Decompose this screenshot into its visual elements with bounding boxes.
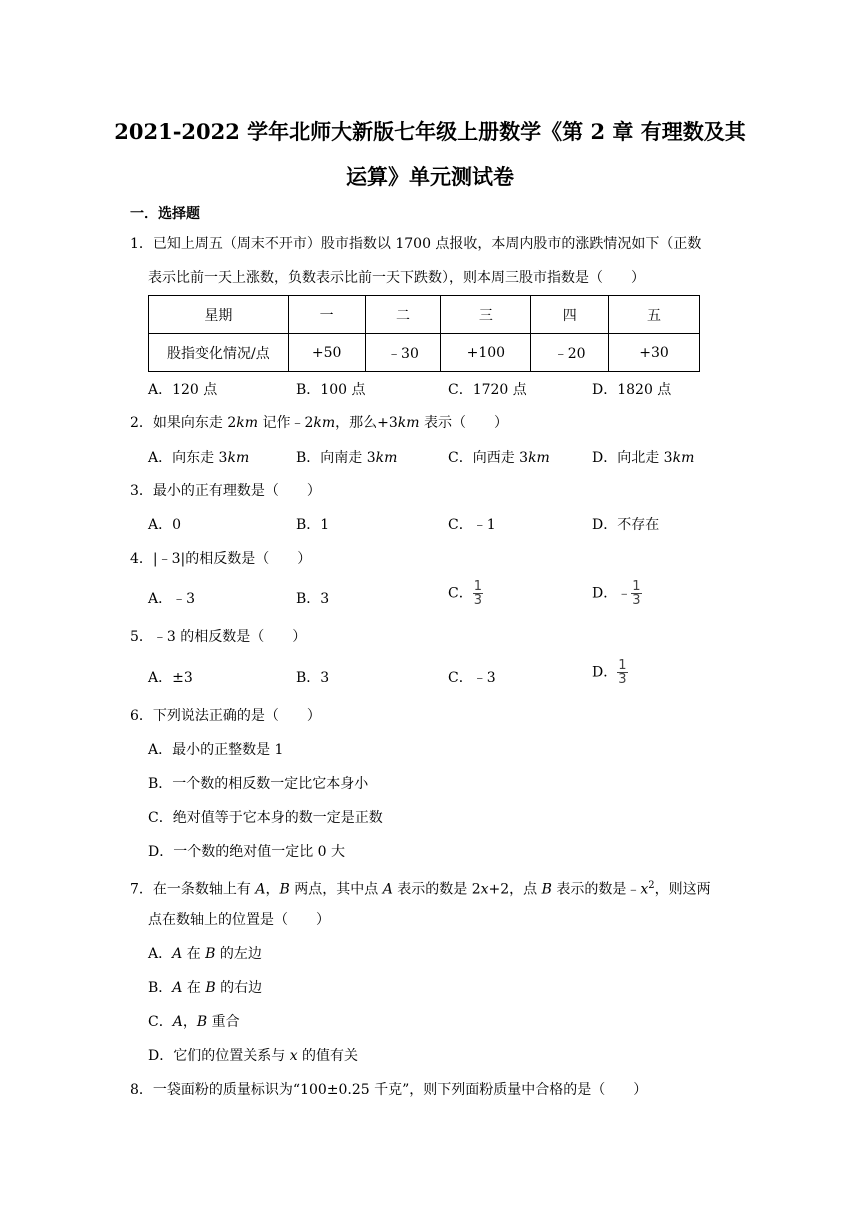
table-cell: 二 [365, 296, 441, 334]
question-3-option-d: D．不存在 [592, 517, 660, 533]
question-2-text: 2．如果向东走 2km 记作﹣2km，那么+3km 表示（ ） [130, 415, 509, 431]
question-7-option-a: A．A 在 B 的左边 [148, 946, 262, 962]
table-cell: +100 [441, 334, 531, 372]
question-7-line-1: 7．在一条数轴上有 A，B 两点，其中点 A 表示的数是 2x+2，点 B 表示的数是$﹣x^2$，则这两 [130, 880, 711, 898]
table-cell: +50 [288, 334, 365, 372]
table-cell: 股指变化情况/点 [149, 334, 289, 372]
question-4-option-b: B．3 [296, 591, 330, 607]
question-6-option-c: C．绝对值等于它本身的数一定是正数 [148, 810, 383, 826]
question-4-option-a: A．﹣3 [148, 591, 196, 607]
question-1-option-d: D．1820 点 [592, 382, 672, 398]
question-2-option-a: A．向东走 3km [148, 450, 250, 466]
section-heading: 一．选择题 [130, 206, 200, 222]
page-title-line-1: 2021-2022 学年北师大新版七年级上册数学《第 2 章 有理数及其 [114, 119, 746, 144]
question-1-option-c: C．1720 点 [448, 382, 527, 398]
question-3-option-c: C．﹣1 [448, 517, 496, 533]
table-cell: 五 [609, 296, 700, 334]
table-cell: +30 [609, 334, 700, 372]
fraction: $\frac{1}{3}$ [618, 658, 627, 687]
table-cell: 一 [288, 296, 365, 334]
question-4-option-d: D．﹣ $\frac{1}{3}$ [592, 579, 641, 608]
question-1-option-a: A．120 点 [148, 382, 218, 398]
question-7-option-c: C．A，B 重合 [148, 1014, 240, 1030]
question-6-option-b: B．一个数的相反数一定比它本身小 [148, 776, 369, 792]
fraction: $\frac{1}{3}$ [632, 579, 641, 608]
table-cell: 星期 [149, 296, 289, 334]
question-3-option-b: B．1 [296, 517, 330, 533]
page-title-line-2: 运算》单元测试卷 [346, 164, 514, 189]
question-1-option-b: B．100 点 [296, 382, 366, 398]
table-cell: 三 [441, 296, 531, 334]
question-4-option-c: C． $\frac{1}{3}$ [448, 579, 482, 608]
table-row [149, 334, 700, 372]
question-4-text: 4．|﹣3|的相反数是（ ） [130, 551, 312, 567]
question-7-line-2: 点在数轴上的位置是（ ） [148, 912, 330, 928]
question-1-line-1: 1．已知上周五（周末不开市）股市指数以 1700 点报收，本周内股市的涨跌情况如下（正数 [130, 236, 702, 252]
question-6-option-a: A．最小的正整数是 1 [148, 742, 284, 758]
table-cell: 四 [531, 296, 609, 334]
question-3-option-a: A．0 [148, 517, 182, 533]
question-5-option-c: C．﹣3 [448, 670, 496, 686]
question-5-option-d: D． $\frac{1}{3}$ [592, 658, 627, 687]
table-cell: ﹣20 [531, 334, 609, 372]
question-2-option-b: B．向南走 3km [296, 450, 398, 466]
fraction: $\frac{1}{3}$ [473, 579, 482, 608]
question-6-text: 6．下列说法正确的是（ ） [130, 708, 321, 724]
question-7-option-b: B．A 在 B 的右边 [148, 980, 263, 996]
question-1-table [148, 295, 700, 372]
question-1-line-2: 表示比前一天上涨数，负数表示比前一天下跌数），则本周三股市指数是（ ） [148, 270, 645, 286]
question-8-text: 8．一袋面粉的质量标识为“100±0.25 千克”，则下列面粉质量中合格的是（ ） [130, 1082, 648, 1098]
question-6-option-d: D．一个数的绝对值一定比 0 大 [148, 844, 346, 860]
question-2-option-c: C．向西走 3km [448, 450, 550, 466]
question-5-option-a: A．±3 [148, 670, 193, 686]
question-7-option-d: D．它们的位置关系与 x 的值有关 [148, 1048, 359, 1064]
table-row [149, 296, 700, 334]
question-5-option-b: B．3 [296, 670, 330, 686]
question-3-text: 3．最小的正有理数是（ ） [130, 483, 321, 499]
table-cell: ﹣30 [365, 334, 441, 372]
question-2-option-d: D．向北走 3km [592, 450, 695, 466]
question-5-text: 5．﹣3 的相反数是（ ） [130, 629, 307, 645]
